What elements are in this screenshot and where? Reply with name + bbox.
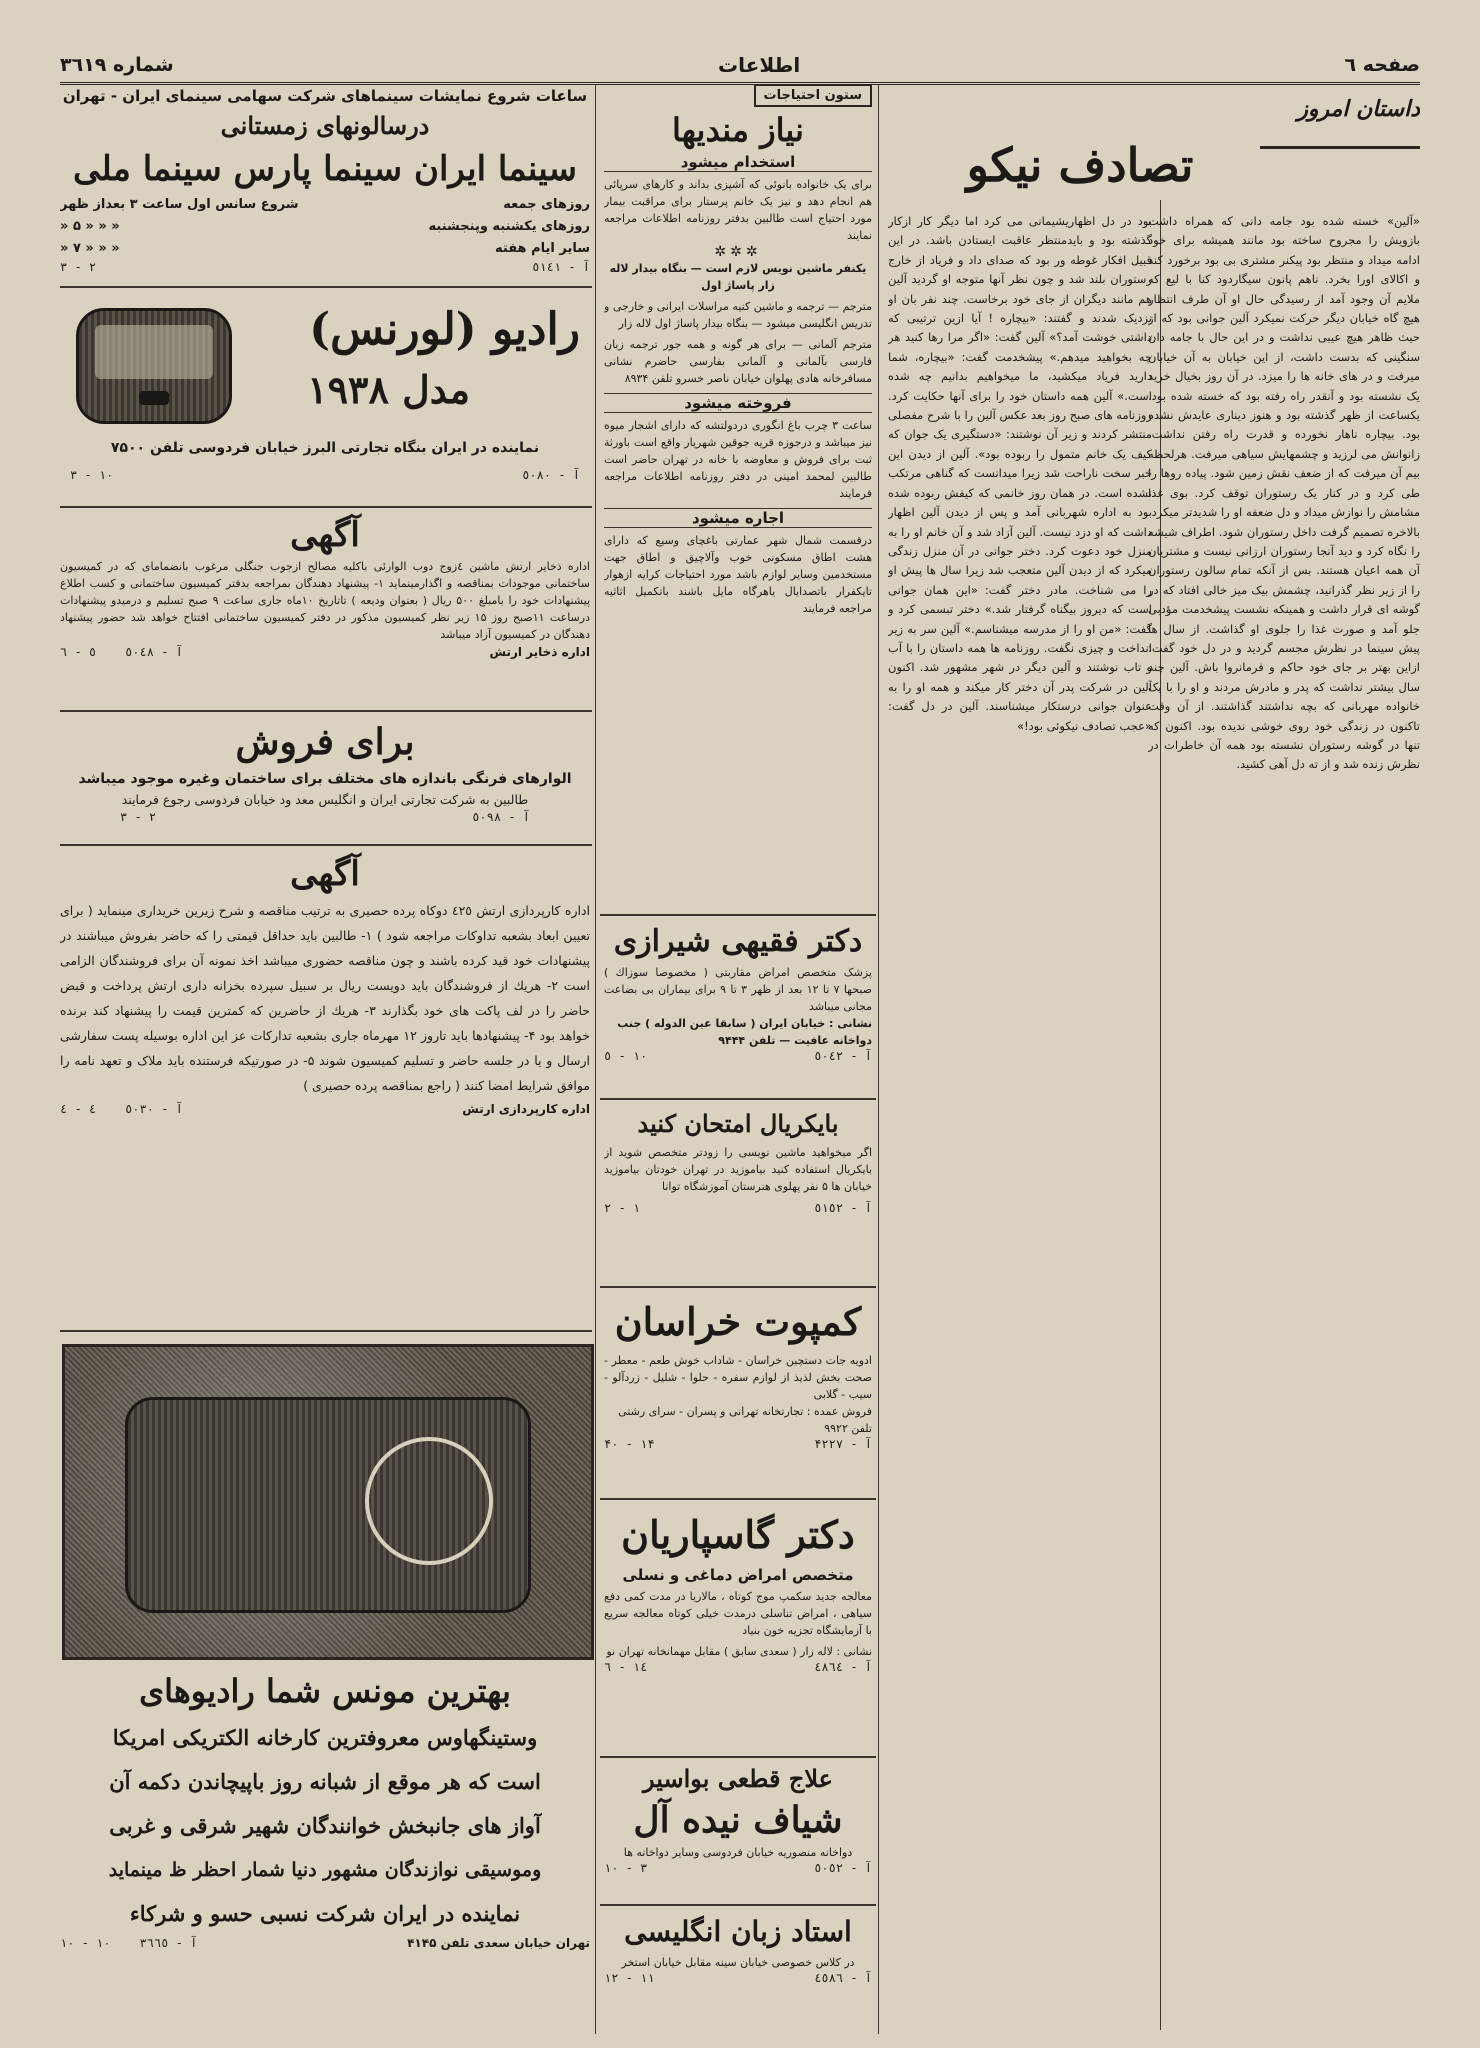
ad-code-a: آ - ٥٠٤٢	[814, 1049, 872, 1063]
ad-english-teacher	[604, 1910, 872, 2030]
ad-code-a: آ - ٥٠٨٠	[522, 468, 580, 482]
ad-for-sale	[60, 716, 590, 842]
doctor-description: معالجه جدید سکمپ موج کوتاه ، مالاریا در مدت کمی دفع سیاهی ، امراض تناسلی درمدت خیلی کوتاه معالجه سریع با آزمایشگاه تجزیه خون بنیاد	[604, 1590, 872, 1637]
ad-code	[604, 1049, 872, 1063]
compote-description: ادویه جات دستچین خراسان - شاداب خوش طعم - معطر - صحت بخش لذیذ از لوازم سفره - حلوا - شلیل - زردآلو - سیب - گلابی	[604, 1354, 872, 1401]
doctor-name: دکتر فقیهی شیرازی	[613, 924, 863, 959]
story-title	[890, 134, 1270, 200]
ad-code	[60, 260, 590, 274]
notice-signature: اداره کارپردازی ارتش	[462, 1102, 590, 1116]
ad-doctor-faghihi	[604, 920, 872, 1096]
notice-footer	[60, 645, 590, 659]
ad-code	[604, 1861, 872, 1875]
sale-title: برای فروش	[235, 721, 415, 763]
story-kicker	[1260, 96, 1420, 149]
doctor-address: نشانی : خیابان ایران ( سابقا عین الدوله ) جنب دواخانه عافیت — تلفن ۹۴۴۴	[617, 1017, 872, 1047]
compote-address: فروش عمده : تجارتخانه تهرانی و پسران - سرای رشتی تلفن ۹۹۲۲	[618, 1405, 872, 1435]
ad-code	[60, 1102, 183, 1116]
masthead	[60, 48, 1420, 85]
schedule-row	[60, 216, 590, 238]
ad-notice-reserves	[60, 512, 590, 708]
westinghouse-line: وموسیقی نوازندگان مشهور دنیا شمار احظر ظ مینماید	[108, 1859, 542, 1881]
ad-code-b: ١٠ - ٣	[70, 468, 114, 482]
section-rule	[600, 1904, 876, 1906]
story-title-text: تصادف نیکو	[966, 138, 1194, 192]
sale-line-1: الوارهای فرنگی باندازه های مختلف برای ساختمان وغیره موجود میباشد	[78, 771, 572, 787]
section-rule	[60, 710, 592, 712]
ad-code-a: آ - ٥٠٩٨	[472, 810, 530, 824]
section-rule	[600, 1498, 876, 1500]
notice-title: آگهی	[290, 515, 360, 555]
ad-code-a: آ - ٤٥٨٦	[814, 1971, 872, 1985]
notice-title: آگهی	[290, 854, 360, 894]
westinghouse-line: وستینگهاوس معروفترین کارخانه الکتریکی امریکا	[112, 1725, 538, 1750]
story-column-1-text: «آلین» خسته شده بود جامه دانی که همراه داشت بازویش را مجروح ساخته بود مانند همیشه برای خود ادامه میداد و منتظر بود پیکنر مشتری بی بود برخورد کند و اکالای اورا بخرد. ناهم پانون سیگاردود کنا با لیع که ملایم آن وجود آمد از رسیدگی حال او آن طرف انتظار هیچ گاه خیابان دیگر حرکت نمیکرد آلین جوانی بود که از حیث ظاهر هیچ عیبی نداشت و در این حال با جامه دان سنگینی که بدست داشت، از این خیابان به آن خیابان میرفت و در های خانه ها را میزد. در آن روز بخیال خرید یک نشسته بود و آنقدر راه رفته بود که خسته شده بود. یکساعت از ظهر گذشته بود و هنوز دیناری عایدش نشده بود. بیچاره ناهار نخورده و قدرت راه رفتن نداشت. زانوانش می لرزید و چشمهایش سیاهی میرفت. هرلحظه بیم آن میرفت که از ضعف نقش زمین شود. پیاده روها را طی کرد و در کنار یک رستوران توقف کرد. بوی غذا مشامش را نوازش میداد و دل ضعفه او را شدیدتر میکرد. بالاخره تصمیم گرفت داخل رستوران شود. اطراف شیشه را نگاه کرد و دید آنجا رستوران ارزانی نیست و مشتریان آن همه اعیان هستند. بس از آنکه تمام سالون رستوران را از زیر نظر گذرانید، چشمش بیک میز خالی افتاد که در گوشه ای قرار داشت و همینکه نشست پیشخدمت مؤدبی جلو آمد و صورت غذا را جلوی او گذاشت. از سال ها پیش سینما در نظرش مجسم گردید و در دل خود گفت: ازاین بهتر بر جای خود حاکم و فرمانروا باش. آلین چند سال بیشتر نداشت که پدر و مادرش مردند و او را با یک خانواده مهربانی که بچه نداشتند گذاشتند. از آن وقت تاکنون در زندگی خود روی خوشی ندیده بود. اکنون که تنها در گوشه رستوران نشسته بود همه آن خاطرات در نظرش زنده شد و از ته دل آهی کشید.	[1148, 214, 1420, 772]
needs-item: ساعت ۳ چرب باغ انگوری دردولتشه که دارای اشجار میوه نیز میباشد و درجوزه قریه جوقین شهریار واقع است باورثة ثبت برای فروش و معاوضه با خانه در تهران حاضر است طالبین لمحمد امینی در دفتر روزنامه اطلاعات مراجعه فرمایند	[604, 419, 872, 500]
notice-signature: اداره ذخایر ارتش	[489, 645, 590, 659]
ad-compote-khorasan	[604, 1292, 872, 1496]
westinghouse-footer	[60, 1936, 590, 1950]
needs-item: درقسمت شمال شهر عمارتی باغچای وسیع که دارای هشت اطاق مسکونی خوب وآلاچیق و اطاق جهت مستخدمین وسایر لوازم باشد مورد احتیاجات کرایه ازهوار تایکفرار باتصدایال یاهرگاه مایل باشند باتکمیل اثاثیه مراجعه فرمایند	[604, 534, 872, 615]
needs-section-rent: اجاره میشود	[604, 508, 872, 528]
notice-footer	[60, 1102, 590, 1116]
story-column-2-text: بود در دل اظهاریشیمانی می کرد اما دیگر کار ازکار گذشته بود و بایدمنتظر عاقبت ایستادن باشد. در این قبیل افکار غوطه ور بود که صدای داد و فریاد از خارج رستوران بلند شد و چون نظر آنها متوجه او گردید آلین هم مانند دیگران از جای خود برخاست. چند نفر بان او نزدیک شدند و گفتند: «بیچاره ! آیا ازین ترتیبی که داشتی خوشت آمد؟» آلین گفت: «اگر مرا رها کنید هر چه بخواهید میدهم.» پیشخدمت گفت: «بیچاره، شما دارید فریاد میکشید، ما میخواهیم بدانیم چه شده است.» آلین همه داستان خود را برای آنها حکایت کرد. روزنامه های صبح روز بعد عکس آلین را با شرح مفصلی منتشر کردند و زیر آن نوشتند: «دستگیری یک جوان که کیف یک خانم متمول را ربوده بود». آلین از دیدن این خبر سخت ناراحت شد زیرا میدانست که گناهی مرتکب نشده است. در همان روز خانمی که کیفش ربوده شده بود به اداره شهربانی آمد و پس از دیدن آلین اظهار داشت که او دزد نیست. آلین آزاد شد و آن خانم او را به منزل خود دعوت کرد. دختر جوانی در آن منزل زندگی میکرد که از دیدن آلین متعجب شد زیرا سال ها پیش او را می شناخت. مادر دختر گفت: «این همان جوانی است که دیروز بیگناه گرفتار شد.» دختر تبسمی کرد و گفت: «من او را از مدرسه میشناسم.» آلین سر به زیر انداخت و چیزی نگفت. روزنامه ها همه داستان را با آب و تاب نوشتند و آلین دیگر در شهر مشهور شد. اکنون آلین در شرکت پدر آن دختر کار میکند و همه او را به عنوان جوانی درستکار میشناسند. آلین در دل گفت: «عجب تصادف نیکوئی بود!»	[888, 214, 1152, 733]
remedy-address: دواخانه منصوریه خیابان فردوسی وسایر دواخانه ها	[623, 1846, 853, 1859]
schedule-days: روزهای یکشنبه وپنجشنبه	[428, 219, 590, 234]
page-number: صفحه ٦	[1344, 54, 1420, 76]
story-kicker-text: داستان امروز	[1297, 96, 1420, 122]
section-rule	[60, 844, 592, 846]
separator-stars: ✲✲✲	[714, 244, 762, 260]
schedule-time: « « « ۷ «	[60, 241, 120, 256]
radio-model: مدل ۱۹۳۸	[307, 367, 470, 412]
cinema-intro: ساعات شروع نمایشات سینماهای شرکت سهامی سینمای ایران - تهران	[62, 87, 588, 105]
radio-dial	[365, 1437, 493, 1565]
ad-radio-lorenz	[60, 292, 590, 504]
section-rule	[600, 914, 876, 916]
radio-agent: نماینده در ایران بنگاه تجارتی البرز خیابان فردوسی تلفن ۷۵۰۰	[110, 440, 540, 456]
story-column-1	[1148, 212, 1420, 2032]
ad-code-b: ٢ - ٣	[120, 810, 157, 824]
ad-code-a: آ - ٤٨٦٤	[814, 1660, 872, 1674]
ad-code-a: آ - ٣٦٦٥	[139, 1936, 198, 1950]
needs-tab: ستون احتیاجات	[754, 84, 873, 107]
ad-code-b: ١ - ٢	[604, 1201, 641, 1215]
schedule-time: « « « ۵ «	[60, 219, 120, 234]
schedule-row	[60, 194, 590, 216]
notice-body: اداره ذخایر ارتش ماشین ٤زوج دوب الوارئی باکلیه مصالح ازجوب جنگلی مرغوب بانضمامای که در کمیسیون ساختمانی موجودات بمناقصه و اگذارمینماید ۱- پیشنهاد دهندگان بمراجعه بدفتر کمیسیون ساختمانی و کسب اطلاع پیشنهادات خود را بامبلغ ۵۰۰ ریال ( بعنوان ودیعه ) تاتاریخ ۱۰ماه جاری ساعت ۹ صبح تسلیم و درمیدو پیشنهادات درساعت ۱۱صبح روز ۱۵ زیر نظر کمیسیون مذکور در دفتر کمیسیون ساختمانی افتتاح خواهد شد حضور پیشنهاد دهندگان در کمیسیون آزاد میباشد	[60, 560, 590, 641]
needs-item: مترجم — ترجمه و ماشین کنیه مراسلات ایرانی و خارجی و تدریس انگلیسی میشود — بنگاه بیدار پاساژ اول لاله زار	[604, 300, 872, 330]
compote-title: کمپوت خراسان	[614, 1299, 862, 1344]
westinghouse-agent: نماینده در ایران شرکت نسبی حسو و شرکاء	[129, 1901, 521, 1926]
westinghouse-line: آواز های جانبخش خوانندگان شهیر شرقی و غربی	[109, 1813, 541, 1838]
westinghouse-line: است که هر موقع از شبانه روز باپیچاندن دکمه آن	[109, 1769, 541, 1794]
ad-code-a: آ - ۴۲۲۷	[814, 1437, 872, 1451]
ad-code	[604, 1971, 872, 1985]
doctor-description: پزشک متخصص امراض مقاربتی ( مخصوصا سوزاك ) صبحها ۷ تا ۱۲ بعد از ظهر ۳ تا ۹ برای بیماران بی بضاعت مجانی میباشد	[604, 966, 872, 1013]
ad-remedy	[604, 1762, 872, 1902]
needs-section-employment: استخدام میشود	[604, 153, 872, 172]
ad-code	[604, 1660, 872, 1674]
ad-code	[604, 1201, 872, 1215]
ad-code-b: ٥ - ٦	[60, 645, 97, 659]
ad-code	[60, 1936, 197, 1950]
radio-photo	[62, 1344, 594, 1660]
sale-line-2: طالبین به شرکت تجارتی ایران و انگلیس معد ود خیابان فردوسی رجوع فرمایند	[121, 792, 529, 807]
column-rule	[878, 84, 879, 2034]
ad-code-a: آ - ٥١٤١	[532, 260, 590, 274]
ad-code	[604, 1437, 872, 1451]
ad-doctor-gasparian	[604, 1504, 872, 1754]
doctor-specialty: متخصص امراض دماغی و نسلی	[622, 1566, 854, 1584]
schedule-days: روزهای جمعه	[503, 197, 590, 212]
ad-code-b: ١٤ - ٦	[604, 1660, 648, 1674]
ad-code	[70, 468, 580, 482]
english-title: استاد زبان انگلیسی	[624, 1915, 852, 1948]
typing-title: بایکریال امتحان کنید	[637, 1109, 839, 1138]
needs-item: یکنفر ماشین نویس لازم است — بنگاه بیدار لاله زار پاساژ اول	[609, 262, 867, 292]
ad-code-b: ١١ - ١٢	[604, 1971, 655, 1985]
section-rule	[600, 1098, 876, 1100]
needs-section-sale: فروخته میشود	[604, 393, 872, 413]
cinema-season: درسالونهای زمستانی	[220, 111, 430, 140]
cinema-schedule	[60, 194, 590, 260]
westinghouse-headline: بهترین مونس شما رادیوهای	[139, 1672, 511, 1710]
typing-description: اگر میخواهید ماشین نویسی را زودتر متخصص شوید از بایکریال استفاده کنید بیاموزید در تهران خودتان بیاموزید خیابان ها ۵ نفر پهلوی هنرستان آموزشگاه توانا	[604, 1146, 872, 1193]
ad-code-a: آ - ٥٠٥٢	[814, 1861, 872, 1875]
issue-number: شماره ۳٦۱۹	[60, 54, 174, 76]
doctor-name: دکتر گاسپاریان	[621, 1512, 855, 1557]
story-column-2	[888, 212, 1152, 2032]
needs-section	[604, 84, 872, 914]
ad-code-a: آ - ٥٠٤٨	[125, 645, 183, 659]
section-rule	[60, 286, 592, 288]
westinghouse-address: تهران خیابان سعدی تلفن ۴۱۴۵	[407, 1936, 590, 1950]
ad-code-b: ٤ - ٤	[60, 1102, 97, 1116]
paper-name: اطلاعات	[718, 53, 801, 77]
schedule-time: شروع سانس اول ساعت ۳ بعداز ظهر	[60, 197, 299, 212]
ad-code	[60, 810, 590, 824]
ad-code-b: ۳ - ۱۰	[604, 1861, 648, 1875]
section-rule	[60, 506, 592, 508]
column-rule	[595, 84, 596, 2034]
english-description: در کلاس خصوصی خیابان سینه مقابل خیابان استخر	[621, 1956, 855, 1969]
needs-item: مترجم آلمانی — برای هر گونه و همه جور ترجمه زبان فارسی بآلمانی و آلمانی بفارسی حاضرم نشانی مسافرخانه هادی پهلوان خیابان ناصر خسرو تلفن ۸۹۳۴	[604, 338, 872, 385]
needs-item: برای یک خانواده بانوئی که آشپزی بداند و کارهای سرپائی هم انجام دهد و نیز یک خانم پرستار برای مراقبت بیمار مورد احتیاج است طالبین بدفتر روزنامه اطلاعات مراجعه نمایند	[604, 178, 872, 242]
ad-code-b: ١٠ - ٥	[604, 1049, 648, 1063]
remedy-title-2: شیاف نیده آل	[633, 1799, 843, 1841]
radio-illustration	[76, 308, 232, 424]
ad-code-b: ١٠ - ١٠	[60, 1936, 111, 1950]
schedule-days: سایر ایام هفته	[495, 241, 590, 256]
doctor-address: نشانی : لاله زار ( سعدی سابق ) مقابل مهمانخانه تهران نو	[606, 1645, 872, 1658]
ad-westinghouse	[60, 1666, 590, 2034]
ad-code	[60, 645, 183, 659]
ad-code-b: ۱۴ - ۴۰	[604, 1437, 655, 1451]
cinema-names: سینما ایران سینما پارس سینما ملی	[73, 149, 577, 189]
ad-typing-course	[604, 1104, 872, 1284]
radio-title: رادیو (لورنس)	[309, 304, 580, 355]
schedule-row	[60, 238, 590, 260]
notice-body: اداره کارپردازی ارتش ٤٢٥ دوکاه پرده حصیری به ترتیب مناقصه و شرح زیرین خریداری مینماید ( برای تعیین ابعاد بشعبه تداوکات مراجعه شود ) ۱- طالبین باید حداقل قیمتی را که حاضر بفروش میباشند در پیشنهادات خود قید کرده باشند و چون مناقصه حضوری میباشد اخذ نمونه آن برای فروشندگان الزامی است ۲- هریك از فروشندگان باید دویست ریال بر سبیل سپرده بخزانه داری ارتش پرداخت و قبض حاضر را در لف پاکت های خود بگذارند ۳- هریك از حاضرین که کمترین قیمت را پیشنهاد کند برنده خواهد بود ۴- پیشنهادها باید تاروز ۱۲ مهرماه جاری بشعبه تداركات عز این اداره بوسیله پست سفارشی ارسال و یا در جلسه حاضر و تسلیم کمیسیون شوند ۵- در صورتیکه فرستنده باید ملاک و تعهد نامه را موافق شرایط امضا کنند ( راجع بمناقصه پرده حصیری )	[60, 903, 590, 1093]
ad-cinema	[60, 84, 590, 284]
section-rule	[60, 1330, 592, 1332]
ad-code-a: آ - ٥١٥٢	[814, 1201, 872, 1215]
ad-notice-procurement	[60, 850, 590, 1328]
needs-title: نیاز مندیها	[672, 111, 804, 149]
remedy-title-1: علاج قطعی بواسیر	[643, 1764, 833, 1793]
section-rule	[600, 1756, 876, 1758]
ad-code-b: ۲ - ۳	[60, 260, 97, 274]
ad-code-a: آ - ٥٠٣٠	[125, 1102, 183, 1116]
section-rule	[600, 1286, 876, 1288]
